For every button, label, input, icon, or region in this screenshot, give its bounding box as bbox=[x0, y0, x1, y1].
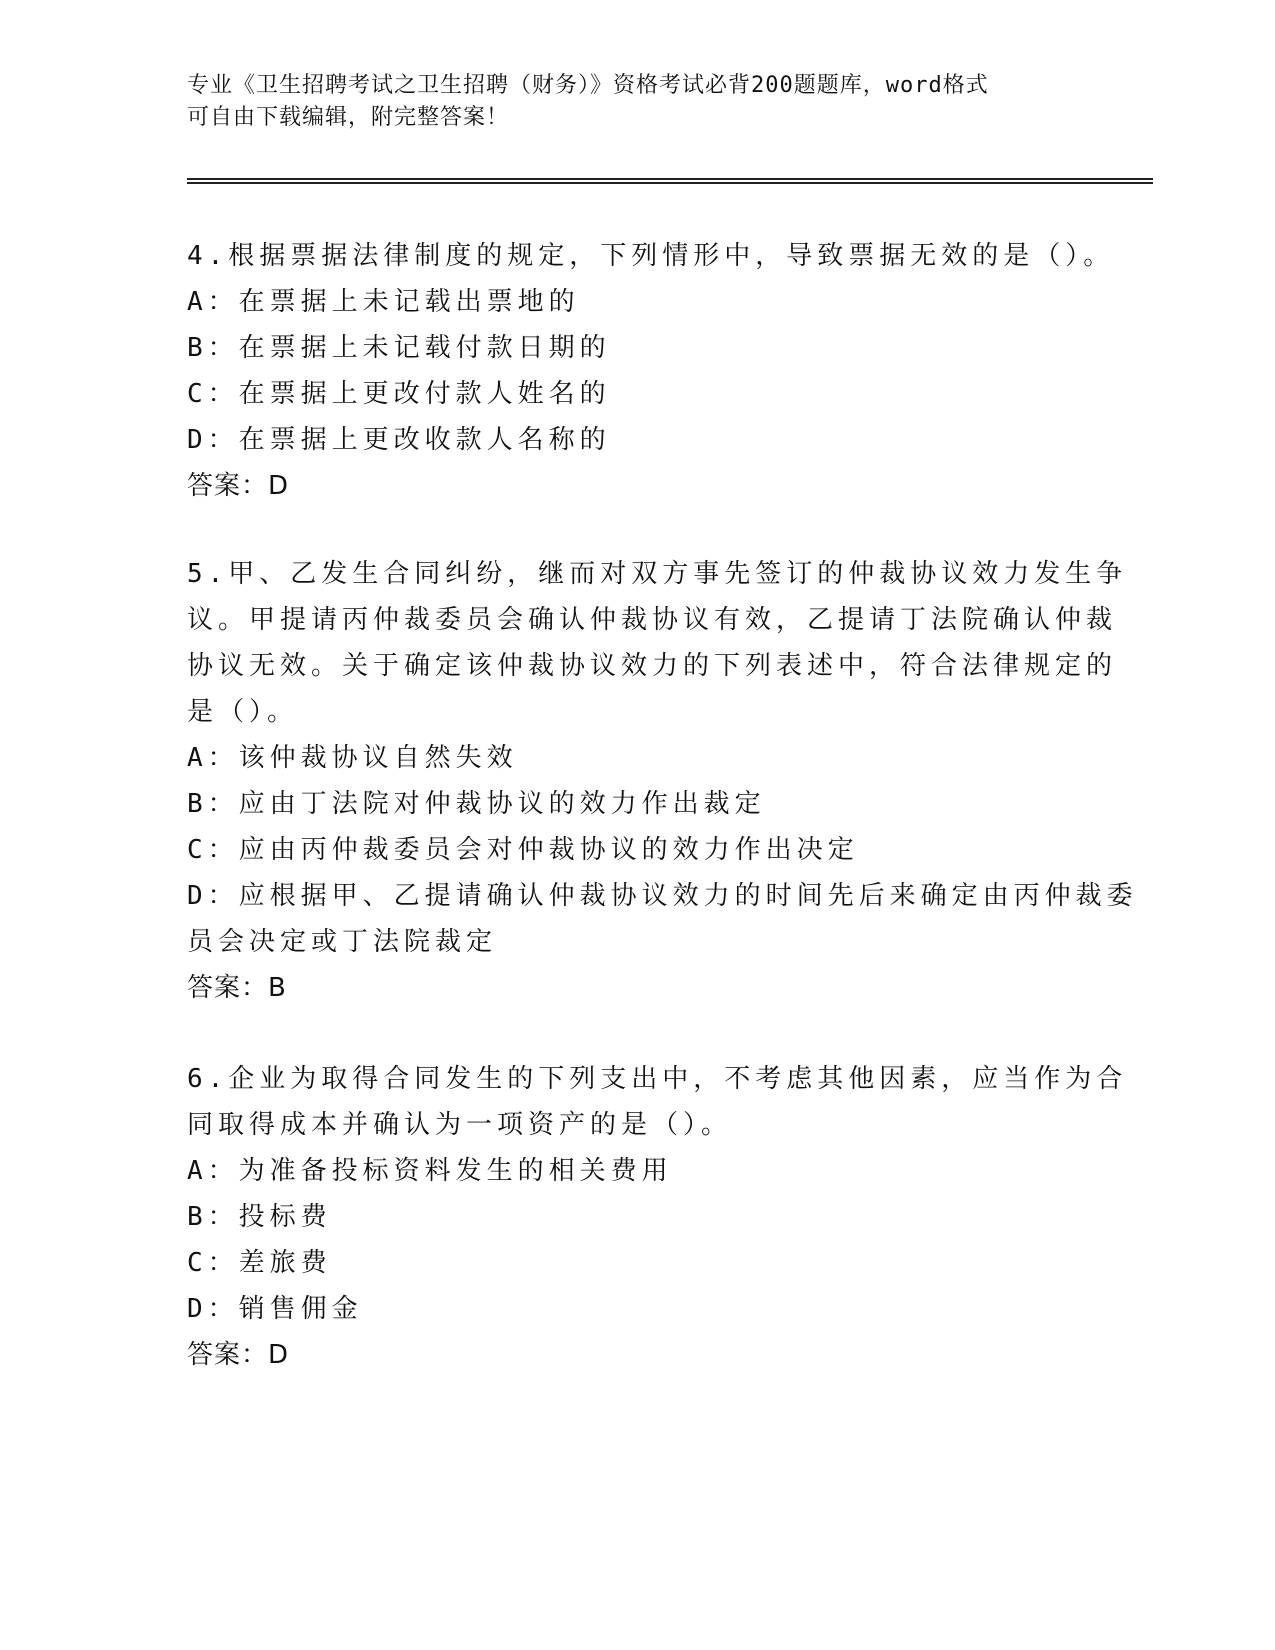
option-d-continued: 员会决定或丁法院裁定 bbox=[187, 927, 498, 957]
question-stem: 议。甲提请丙仲裁委员会确认仲裁协议有效，乙提请丁法院确认仲裁 bbox=[187, 605, 1118, 635]
header-divider-bottom bbox=[187, 182, 1153, 184]
option-d: D：销售佣金 bbox=[187, 1294, 363, 1324]
question-stem: 4.根据票据法律制度的规定，下列情形中，导致票据无效的是（）。 bbox=[187, 241, 1115, 271]
option-b: B：在票据上未记载付款日期的 bbox=[187, 333, 611, 363]
option-d: D：应根据甲、乙提请确认仲裁协议效力的时间先后来确定由丙仲裁委 bbox=[187, 881, 1138, 911]
header-divider-top bbox=[187, 178, 1153, 180]
answer-label: 答案：B bbox=[187, 973, 287, 1003]
option-a: A：该仲裁协议自然失效 bbox=[187, 743, 518, 773]
option-b: B：投标费 bbox=[187, 1202, 332, 1232]
option-c: C：差旅费 bbox=[187, 1248, 332, 1278]
question-stem: 同取得成本并确认为一项资产的是（）。 bbox=[187, 1110, 733, 1140]
header-line: 可自由下载编辑，附完整答案！ bbox=[187, 105, 510, 130]
question-6 bbox=[187, 1056, 1128, 1378]
question-stem: 6.企业为取得合同发生的下列支出中，不考虑其他因素，应当作为合 bbox=[187, 1064, 1128, 1094]
question-4 bbox=[187, 233, 1115, 509]
option-a: A：在票据上未记载出票地的 bbox=[187, 287, 580, 317]
header-line: 专业《卫生招聘考试之卫生招聘（财务）》资格考试必背200题题库，word格式 bbox=[187, 73, 989, 98]
option-c: C：应由丙仲裁委员会对仲裁协议的效力作出决定 bbox=[187, 835, 859, 865]
question-stem: 5.甲、乙发生合同纠纷，继而对双方事先签订的仲裁协议效力发生争 bbox=[187, 559, 1128, 589]
option-b: B：应由丁法院对仲裁协议的效力作出裁定 bbox=[187, 789, 766, 819]
question-stem: 协议无效。关于确定该仲裁协议效力的下列表述中，符合法律规定的 bbox=[187, 651, 1118, 681]
question-stem: 是（）。 bbox=[187, 697, 299, 727]
option-c: C：在票据上更改付款人姓名的 bbox=[187, 379, 611, 409]
option-a: A：为准备投标资料发生的相关费用 bbox=[187, 1156, 673, 1186]
document-header bbox=[187, 70, 1067, 134]
answer-label: 答案：D bbox=[187, 471, 290, 501]
question-5 bbox=[187, 551, 1138, 1011]
option-d: D：在票据上更改收款人名称的 bbox=[187, 425, 611, 455]
answer-label: 答案：D bbox=[187, 1340, 290, 1370]
